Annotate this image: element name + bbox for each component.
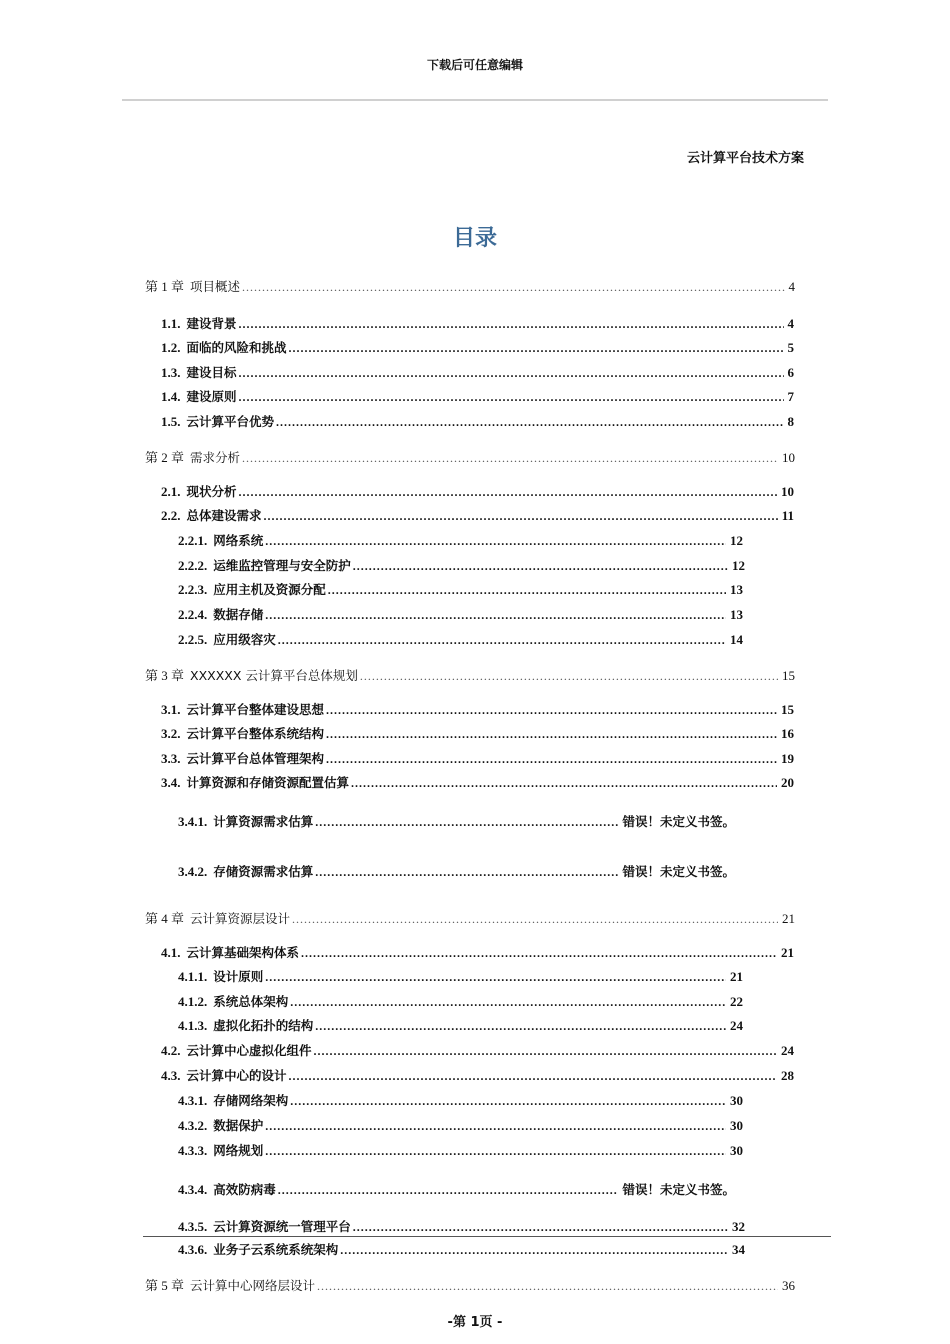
toc-entry-number: 1.3. <box>161 365 181 380</box>
toc-leader-dots <box>328 581 726 599</box>
toc-entry-title: 网络规划 <box>213 1143 264 1158</box>
toc-entry-title: 应用级容灾 <box>213 632 276 647</box>
toc-leader-dots <box>239 483 777 501</box>
toc-entry-title: 数据保护 <box>213 1118 264 1133</box>
toc-page-number: 4 <box>788 279 795 294</box>
toc-entry[interactable] <box>178 1181 735 1199</box>
toc-entry-number: 第 1 章 <box>145 279 185 294</box>
toc-entry-number: 4.1. <box>161 945 181 960</box>
toc-entry[interactable] <box>178 532 743 550</box>
toc-page-number: 8 <box>787 414 794 429</box>
toc-entry[interactable] <box>145 910 795 928</box>
toc-entry-title: 存储资源需求估算 <box>213 864 314 879</box>
toc-entry[interactable] <box>178 1092 743 1110</box>
toc-entry-title: 云计算资源层设计 <box>190 911 291 926</box>
toc-entry-title: 云计算平台整体系统结构 <box>186 726 325 741</box>
toc-entry-title: 现状分析 <box>186 484 237 499</box>
toc-entry-number: 4.3.2. <box>178 1118 208 1133</box>
toc-leader-dots <box>317 1277 778 1295</box>
toc-entry-number: 2.1. <box>161 484 181 499</box>
toc-page-number: 12 <box>732 558 745 573</box>
toc-page-number: 14 <box>730 632 743 647</box>
toc-entry[interactable] <box>161 944 794 962</box>
toc-leader-dots <box>239 364 784 382</box>
toc-page-number: 7 <box>787 389 794 404</box>
toc-bookmark-error: 错误！未定义书签。 <box>622 814 735 829</box>
toc-entry[interactable] <box>178 1241 745 1259</box>
toc-entry-number: 2.2.3. <box>178 582 208 597</box>
toc-entry-title: 计算资源需求估算 <box>213 814 314 829</box>
toc-entry[interactable] <box>178 1117 743 1135</box>
toc-leader-dots <box>290 1092 726 1110</box>
toc-entry-number: 第 5 章 <box>145 1278 185 1293</box>
header-divider <box>122 99 828 101</box>
toc-leader-dots <box>351 774 777 792</box>
toc-entry[interactable] <box>161 315 794 333</box>
toc-entry-title: 云计算中心网络层设计 <box>190 1278 316 1293</box>
toc-entry-title: 云计算中心虚拟化组件 <box>186 1043 312 1058</box>
toc-page-number: 20 <box>781 775 794 790</box>
toc-entry[interactable] <box>178 863 735 881</box>
toc-entry-number: 4.3.5. <box>178 1219 208 1234</box>
toc-entry-title: 运维监控管理与安全防护 <box>213 558 351 573</box>
toc-page-number: 36 <box>782 1278 795 1293</box>
toc-entry[interactable] <box>145 449 795 467</box>
toc-entry-number: 3.3. <box>161 751 181 766</box>
toc-entry[interactable] <box>178 631 743 649</box>
toc-leader-dots <box>239 388 784 406</box>
toc-entry-number: 4.3. <box>161 1068 181 1083</box>
footer-divider <box>143 1236 831 1237</box>
toc-leader-dots <box>326 750 777 768</box>
toc-entry[interactable] <box>161 1042 794 1060</box>
toc-leader-dots <box>242 449 778 467</box>
toc-entry-title: 虚拟化拓扑的结构 <box>213 1018 314 1033</box>
toc-entry[interactable] <box>178 1218 745 1236</box>
toc-entry[interactable] <box>161 388 794 406</box>
toc-entry-number: 第 3 章 <box>145 668 185 683</box>
toc-leader-dots <box>289 1067 777 1085</box>
toc-entry-title: 需求分析 <box>190 450 241 465</box>
toc-leader-dots <box>265 968 726 986</box>
toc-entry-title: 应用主机及资源分配 <box>213 582 326 597</box>
toc-page-number: 12 <box>730 533 743 548</box>
toc-page-number: 32 <box>732 1219 745 1234</box>
toc-leader-dots <box>314 1042 777 1060</box>
toc-entry-number: 2.2.4. <box>178 607 208 622</box>
toc-entry-number: 3.1. <box>161 702 181 717</box>
toc-leader-dots <box>315 1017 726 1035</box>
toc-leader-dots <box>353 1218 728 1236</box>
toc-entry-number: 1.2. <box>161 340 181 355</box>
toc-entry[interactable] <box>178 968 743 986</box>
toc-entry-number: 3.4. <box>161 775 181 790</box>
toc-page-number: 11 <box>781 508 794 523</box>
toc-page-number: 15 <box>782 668 795 683</box>
toc-entry[interactable] <box>178 813 735 831</box>
toc-page-number: 30 <box>730 1093 743 1108</box>
toc-entry-title: 建设目标 <box>186 365 237 380</box>
toc-entry-title: 数据存储 <box>213 607 264 622</box>
toc-entry[interactable] <box>178 557 745 575</box>
toc-entry-title: 云计算中心的设计 <box>186 1068 287 1083</box>
toc-entry[interactable] <box>178 993 743 1011</box>
toc-entry[interactable] <box>161 507 794 525</box>
toc-leader-dots <box>290 993 726 1011</box>
toc-page-number: 5 <box>787 340 794 355</box>
toc-entry-title: 总体建设需求 <box>186 508 262 523</box>
toc-page-number: 22 <box>730 994 743 1009</box>
toc-entry[interactable] <box>178 606 743 624</box>
toc-entry-number: 2.2. <box>161 508 181 523</box>
toc-entry-number: 1.4. <box>161 389 181 404</box>
toc-leader-dots <box>278 1181 619 1199</box>
toc-leader-dots <box>301 944 777 962</box>
toc-heading: 目录 <box>452 226 497 251</box>
toc-leader-dots <box>242 278 784 296</box>
toc-entry-number: 2.2.5. <box>178 632 208 647</box>
toc-entry-title: 云计算基础架构体系 <box>186 945 300 960</box>
toc-entry-title: 网络系统 <box>213 533 264 548</box>
toc-entry-number: 4.1.2. <box>178 994 208 1009</box>
toc-entry-title: 云计算资源统一管理平台 <box>213 1219 351 1234</box>
toc-page-number: 24 <box>781 1043 794 1058</box>
toc-page-number: 21 <box>730 969 743 984</box>
toc-bookmark-error: 错误！未定义书签。 <box>622 1182 735 1197</box>
toc-leader-dots <box>326 725 777 743</box>
toc-entry[interactable] <box>145 1277 795 1295</box>
toc-leader-dots <box>276 413 783 431</box>
download-note: 下载后可任意编辑 <box>426 58 523 72</box>
toc-entry-number: 4.1.3. <box>178 1018 208 1033</box>
toc-leader-dots <box>265 606 726 624</box>
toc-entry-number: 第 2 章 <box>145 450 185 465</box>
toc-entry-number: 4.3.3. <box>178 1143 208 1158</box>
toc-entry[interactable] <box>161 364 794 382</box>
toc-entry-number: 3.4.1. <box>178 814 208 829</box>
toc-entry-number: 4.3.6. <box>178 1242 208 1257</box>
toc-page-number: 10 <box>782 450 795 465</box>
toc-leader-dots <box>340 1241 728 1259</box>
toc-entry[interactable] <box>161 725 794 743</box>
toc-entry-title: 设计原则 <box>213 969 264 984</box>
toc-page-number: 10 <box>781 484 794 499</box>
toc-page-number: 30 <box>730 1118 743 1133</box>
toc-page-number: 13 <box>730 582 743 597</box>
toc-leader-dots <box>265 532 726 550</box>
toc-entry[interactable] <box>178 1017 743 1035</box>
toc-leader-dots <box>265 1142 726 1160</box>
toc-page-number: 21 <box>782 911 795 926</box>
toc-entry[interactable] <box>161 774 794 792</box>
toc-entry-title: 建设原则 <box>186 389 237 404</box>
toc-entry-title: 云计算平台优势 <box>186 414 275 429</box>
toc-leader-dots <box>265 1117 726 1135</box>
toc-entry-title: 计算资源和存储资源配置估算 <box>186 775 350 790</box>
toc-page-number: 15 <box>781 702 794 717</box>
toc-entry[interactable] <box>161 339 794 357</box>
toc-entry-number: 1.5. <box>161 414 181 429</box>
toc-leader-dots <box>292 910 778 928</box>
toc-entry[interactable] <box>145 278 795 296</box>
toc-leader-dots <box>360 667 778 685</box>
toc-leader-dots <box>326 701 777 719</box>
toc-entry[interactable] <box>161 701 794 719</box>
toc-entry-title: 建设背景 <box>186 316 237 331</box>
toc-entry-title: 存储网络架构 <box>213 1093 289 1108</box>
toc-leader-dots <box>353 557 728 575</box>
toc-leader-dots <box>315 863 618 881</box>
toc-page-number: 6 <box>787 365 794 380</box>
toc-page-number: 19 <box>781 751 794 766</box>
toc-entry[interactable] <box>161 750 794 768</box>
toc-leader-dots <box>289 339 784 357</box>
toc-entry-number: 2.2.1. <box>178 533 208 548</box>
toc-entry[interactable] <box>161 483 794 501</box>
toc-entry-title: 面临的风险和挑战 <box>186 340 287 355</box>
toc-entry-number: 4.2. <box>161 1043 181 1058</box>
toc-entry-title: 云计算平台总体管理架构 <box>186 751 325 766</box>
toc-page-number: 4 <box>787 316 794 331</box>
page-number-footer: -第 1页 - <box>447 1315 503 1330</box>
toc-page-number: 34 <box>732 1242 745 1257</box>
toc-page-number: 30 <box>730 1143 743 1158</box>
toc-entry-title: 系统总体架构 <box>213 994 289 1009</box>
toc-bookmark-error: 错误！未定义书签。 <box>622 864 735 879</box>
toc-page-number: 24 <box>730 1018 743 1033</box>
toc-entry[interactable] <box>161 413 794 431</box>
toc-entry[interactable] <box>161 1067 794 1085</box>
toc-leader-dots <box>239 315 784 333</box>
toc-entry-number: 4.1.1. <box>178 969 208 984</box>
toc-entry-title: 项目概述 <box>190 279 241 294</box>
toc-leader-dots <box>264 507 778 525</box>
toc-page-number: 13 <box>730 607 743 622</box>
toc-leader-dots <box>278 631 726 649</box>
toc-entry-number: 4.3.1. <box>178 1093 208 1108</box>
document-header-title: 云计算平台技术方案 <box>686 151 804 166</box>
toc-entry-number: 1.1. <box>161 316 181 331</box>
toc-entry-title: XXXXXX 云计算平台总体规划 <box>190 668 358 683</box>
toc-entry-number: 3.4.2. <box>178 864 208 879</box>
toc-page-number: 28 <box>781 1068 794 1083</box>
toc-entry-number: 4.3.4. <box>178 1182 208 1197</box>
toc-entry-title: 高效防病毒 <box>213 1182 276 1197</box>
toc-entry[interactable] <box>178 581 743 599</box>
toc-entry-number: 3.2. <box>161 726 181 741</box>
toc-entry[interactable] <box>145 667 795 685</box>
toc-entry[interactable] <box>178 1142 743 1160</box>
toc-entry-title: 云计算平台整体建设思想 <box>186 702 325 717</box>
toc-entry-number: 2.2.2. <box>178 558 208 573</box>
toc-entry-title: 业务子云系统系统架构 <box>213 1242 339 1257</box>
toc-entry-number: 第 4 章 <box>145 911 185 926</box>
toc-page-number: 21 <box>781 945 794 960</box>
toc-leader-dots <box>315 813 618 831</box>
toc-page-number: 16 <box>781 726 794 741</box>
